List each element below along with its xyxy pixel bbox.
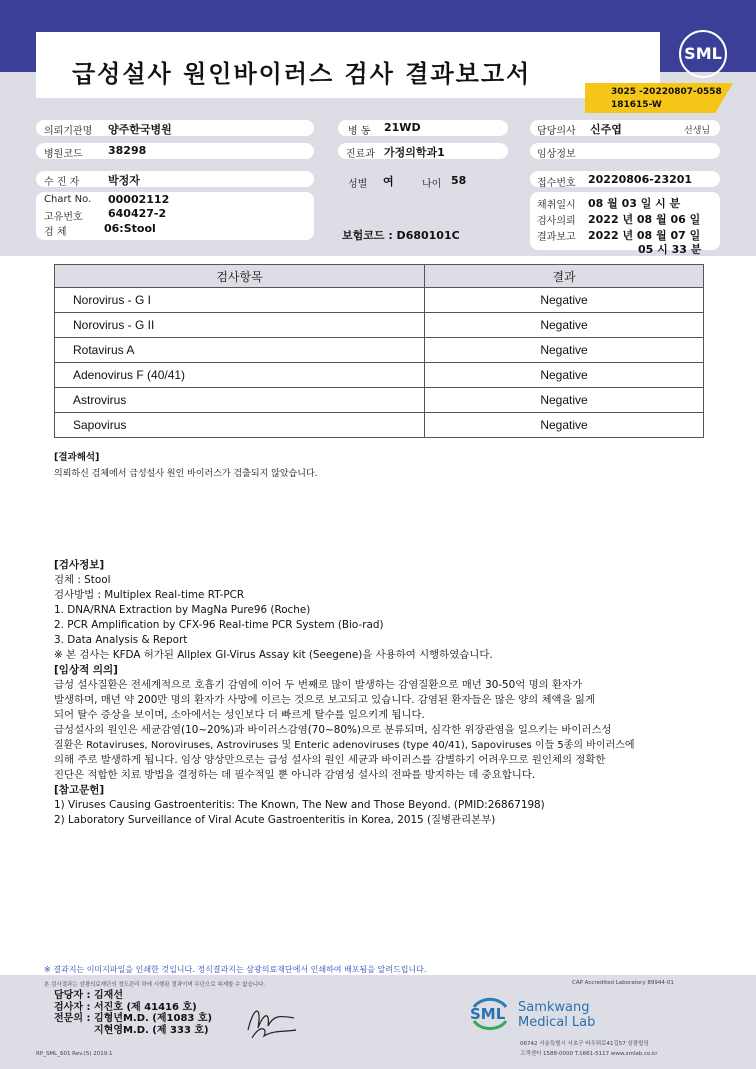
id-value: 640427-2 (108, 207, 167, 220)
doctor-suffix: 선생님 (684, 126, 711, 136)
col-item-header: 검사항목 (55, 265, 425, 288)
receipt-label: 접수번호 (537, 178, 576, 189)
chart-value: 00002112 (108, 193, 170, 206)
lab-name-line-2: Medical Lab (518, 1015, 596, 1030)
test-item: Adenovirus F (40/41) (55, 363, 425, 388)
report-code-line-1: 3025 -20220807-0558 (611, 87, 722, 97)
staff-row (54, 1002, 212, 1014)
footer-fine-left: 본 검사결과는 삼광의료재단의 정도관리 하에 시행된 결과이며 무단으로 복제할 수 없습니다. (44, 982, 266, 988)
col-result-header: 결과 (425, 265, 704, 288)
test-info-line: 검체 : Stool (54, 574, 111, 586)
patient-value: 박정자 (108, 174, 140, 187)
request-value: 2022 년 08 월 06 일 (588, 213, 701, 226)
table-row (55, 313, 704, 338)
dept-label: 진료과 (346, 149, 375, 160)
table-row (55, 388, 704, 413)
test-result: Negative (425, 288, 704, 313)
staff-name: 김형년M.D. (제1083 호) (94, 1013, 213, 1024)
table-row (55, 338, 704, 363)
references-title: [참고문헌] (54, 784, 105, 796)
test-result: Negative (425, 363, 704, 388)
staff-label: 검사자 : (54, 1001, 91, 1013)
clinical-line: 급성설사의 원인은 세균감염(10~20%)과 바이러스감염(70~80%)으로 분류되며, 심각한 위장관염을 일으키는 바이러스성 (54, 724, 612, 736)
lab-address: 06742 서울특별시 서초구 바우뫼로41길57 삼광빌딩 (520, 1041, 649, 1047)
institution-label: 의뢰기관명 (44, 126, 93, 137)
clinical-line: 질환은 Rotaviruses, Noroviruses, Astroviruses 및 Enteric adenoviruses (type 40/41), Sapoviruses 이들 5종의 바이러스에 (54, 740, 635, 751)
age-value: 58 (451, 174, 467, 187)
report-code-line-2: 181615-W (611, 100, 662, 110)
receipt-value: 20220806-23201 (588, 173, 693, 186)
lab-name (518, 1000, 595, 1030)
interpretation-text: 의뢰하신 검체에서 급성설사 원인 바이러스가 검출되지 않았습니다. (54, 469, 318, 479)
id-label: 고유번호 (44, 212, 83, 223)
dept-value: 가정의학과1 (384, 146, 445, 159)
report-title: 급성설사 원인바이러스 검사 결과보고서 (72, 60, 532, 88)
ward-label: 병 동 (348, 126, 371, 137)
clinical-line: 되어 탈수 증상을 보이며, 소아에서는 성인보다 더 빠르게 탈수를 일으키게 됩니다. (54, 709, 425, 721)
doctor-label: 담당의사 (537, 126, 576, 137)
clinical-line: 발생하며, 매년 약 200만 명의 환자가 사망에 이르는 것으로 보고되고 있습니다. 감염된 환자들은 많은 양의 체액을 잃게 (54, 694, 595, 706)
test-info-line: 검사방법 : Multiplex Real-time RT-PCR (54, 589, 245, 601)
test-info-line: 1. DNA/RNA Extraction by MagNa Pure96 (Roche) (54, 604, 311, 616)
test-info-line: 2. PCR Amplification by CFX-96 Real-time PCR System (Bio-rad) (54, 619, 384, 631)
staff-row (54, 990, 212, 1002)
specimen-label: 검 체 (44, 227, 67, 238)
interpretation-title: [결과해석] (54, 452, 100, 463)
clinical-title: [임상적 의의] (54, 664, 118, 676)
report-time-value: 05 시 33 분 (638, 243, 702, 256)
collect-label: 채취일시 (537, 200, 576, 211)
doctor-value: 신주엽 (590, 123, 622, 136)
test-result: Negative (425, 413, 704, 438)
report-code (611, 86, 722, 112)
lab-logo-text: SML (470, 1005, 506, 1023)
test-item: Sapovirus (55, 413, 425, 438)
insurance-code: 보험코드 : D680101C (342, 229, 460, 242)
table-row (55, 288, 704, 313)
ward-value: 21WD (384, 121, 421, 134)
footer-fine-right: CAP Accredited Laboratory 89944-01 (572, 980, 674, 986)
test-result: Negative (425, 388, 704, 413)
test-item: Norovirus - G II (55, 313, 425, 338)
collect-value: 08 월 03 일 시 분 (588, 197, 681, 210)
lab-contact: 고객센터 1588-0000 T.1661-5117 www.smlab.co.kr (520, 1051, 658, 1057)
staff-name: 김재선 (94, 990, 123, 1001)
sex-value: 여 (383, 175, 394, 188)
signature-image (244, 1000, 304, 1040)
test-info-line: ※ 본 검사는 KFDA 허가된 Allplex GI-Virus Assay kit (Seegene)을 사용하여 시행하였습니다. (54, 649, 493, 661)
staff-block (54, 990, 212, 1036)
staff-row (54, 1025, 212, 1037)
patient-label: 수 진 자 (44, 177, 80, 188)
test-info-title: [검사정보] (54, 559, 105, 571)
staff-name: 지현영M.D. (제 333 호) (94, 1024, 209, 1036)
staff-name: 서진호 (제 41416 호) (94, 1001, 197, 1013)
hospital-code-value: 38298 (108, 144, 147, 157)
staff-row (54, 1013, 212, 1025)
test-item: Rotavirus A (55, 338, 425, 363)
clinical-line: 진단은 적합한 치료 방법을 결정하는 데 필수적일 뿐 아니라 감염성 설사의 전파를 방지하는 데 중요합니다. (54, 769, 536, 781)
clinical-line: 급성 설사질환은 전세계적으로 호흡기 감염에 이어 두 번째로 많이 발생하는 감염질환으로 매년 30-50억 명의 환자가 (54, 679, 583, 691)
age-label: 나이 (422, 179, 442, 190)
table-row (55, 413, 704, 438)
test-item: Astrovirus (55, 388, 425, 413)
results-header-row (55, 265, 704, 288)
reference-line: 1) Viruses Causing Gastroenteritis: The Known, The New and Those Beyond. (PMID:26867198) (54, 799, 545, 811)
table-row (55, 363, 704, 388)
chart-label: Chart No. (44, 194, 92, 205)
report-date-value: 2022 년 08 월 07 일 (588, 229, 701, 242)
staff-label: 담당자 : (54, 990, 91, 1001)
test-result: Negative (425, 338, 704, 363)
clinical-line: 의해 주로 발생하게 됩니다. 임상 양상만으로는 급성 설사의 원인 세균과 바이러스를 감별하기 어려우므로 원인체의 정확한 (54, 754, 606, 766)
lab-name-line-1: Samkwang (518, 1000, 590, 1015)
test-info-line: 3. Data Analysis & Report (54, 634, 188, 646)
report-date-label: 결과보고 (537, 232, 576, 243)
footer-notice: ※ 결과지는 이미지파일을 인쇄한 것입니다. 정식결과지는 삼광의료재단에서 인쇄하여 배포됨을 알려드립니다. (44, 965, 427, 974)
institution-value: 양주한국병원 (108, 123, 172, 136)
sml-logo: SML (679, 30, 727, 78)
sex-label: 성별 (348, 179, 368, 190)
test-result: Negative (425, 313, 704, 338)
request-label: 검사의뢰 (537, 216, 576, 227)
reference-line: 2) Laboratory Surveillance of Viral Acute Gastroenteritis in Korea, 2015 (질병관리본부) (54, 814, 496, 826)
specimen-value: 06:Stool (104, 222, 156, 235)
doc-code: RP_SML_601 Rev.(5) 2019.1 (36, 1051, 113, 1057)
staff-label: 전문의 : (54, 1013, 91, 1024)
test-info-section (54, 558, 635, 828)
clinical-info-label: 임상정보 (537, 149, 576, 160)
test-item: Norovirus - G I (55, 288, 425, 313)
hospital-code-label: 병원코드 (44, 149, 83, 160)
results-table (54, 264, 704, 438)
